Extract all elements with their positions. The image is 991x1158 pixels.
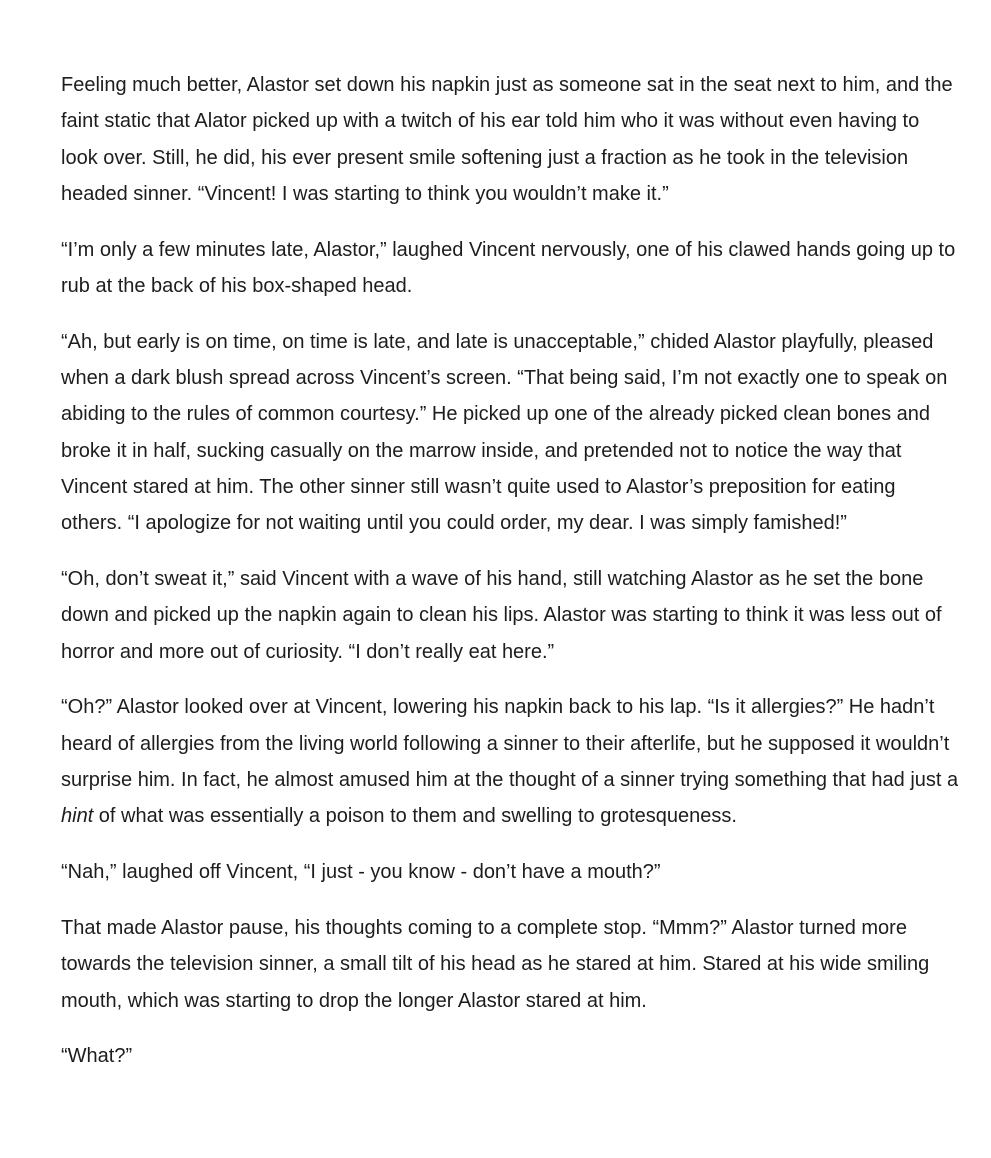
paragraph-6: “Nah,” laughed off Vincent, “I just - you know - don’t have a mouth?” (61, 861, 661, 884)
paragraph-5-emphasis: hint (61, 805, 94, 828)
paragraph-1: Feeling much better, Alastor set down his napkin just as someone sat in the seat next to him, and the faint static that Alator picked up with a twitch of his ear told him who it was without even having to look over. Still, he did, his ever present smile softening just a fraction as he took in the television headed sinner. “Vincent! I was starting to think you wouldn’t make it.” (61, 74, 953, 205)
paragraph-5-after: of what was essentially a poison to them and swelling to grotesqueness. (93, 805, 737, 828)
paragraph-5-before: “Oh?” Alastor looked over at Vincent, lowering his napkin back to his lap. “Is it allergies?” He hadn’t heard of allergies from the living world following a sinner to their afterlife, but he supposed it wouldn’t surprise him. In fact, he almost amused him at the thought of a sinner trying something that had just a (61, 696, 959, 792)
paragraph-3: “Ah, but early is on time, on time is late, and late is unacceptable,” chided Alastor playfully, pleased when a dark blush spread across Vincent’s screen. “That being said, I’m not exactly one to speak on abiding to the rules of common courtesy.” He picked up one of the already picked clean bones and broke it in half, sucking casually on the marrow inside, and pretended not to notice the way that Vincent stared at him. The other sinner still wasn’t quite used to Alastor’s preposition for eating others. “I apologize for not waiting until you could order, my dear. I was simply famished!” (61, 330, 948, 535)
paragraph-7: That made Alastor pause, his thoughts coming to a complete stop. “Mmm?” Alastor turned more towards the television sinner, a small tilt of his head as he stared at him. Stared at his wide smiling mouth, which was starting to drop the longer Alastor stared at him. (61, 916, 930, 1012)
paragraph-4: “Oh, don’t sweat it,” said Vincent with a wave of his hand, still watching Alastor as he set the bone down and picked up the napkin again to clean his lips. Alastor was starting to think it was less out of horror and more out of curiosity. “I don’t really eat here.” (61, 568, 942, 663)
paragraph-2: “I’m only a few minutes late, Alastor,” laughed Vincent nervously, one of his clawed hands going up to rub at the back of his box-shaped head. (61, 238, 956, 297)
paragraph-5 (61, 689, 961, 834)
story-text (61, 67, 961, 1075)
paragraph-8: “What?” (61, 1045, 133, 1068)
